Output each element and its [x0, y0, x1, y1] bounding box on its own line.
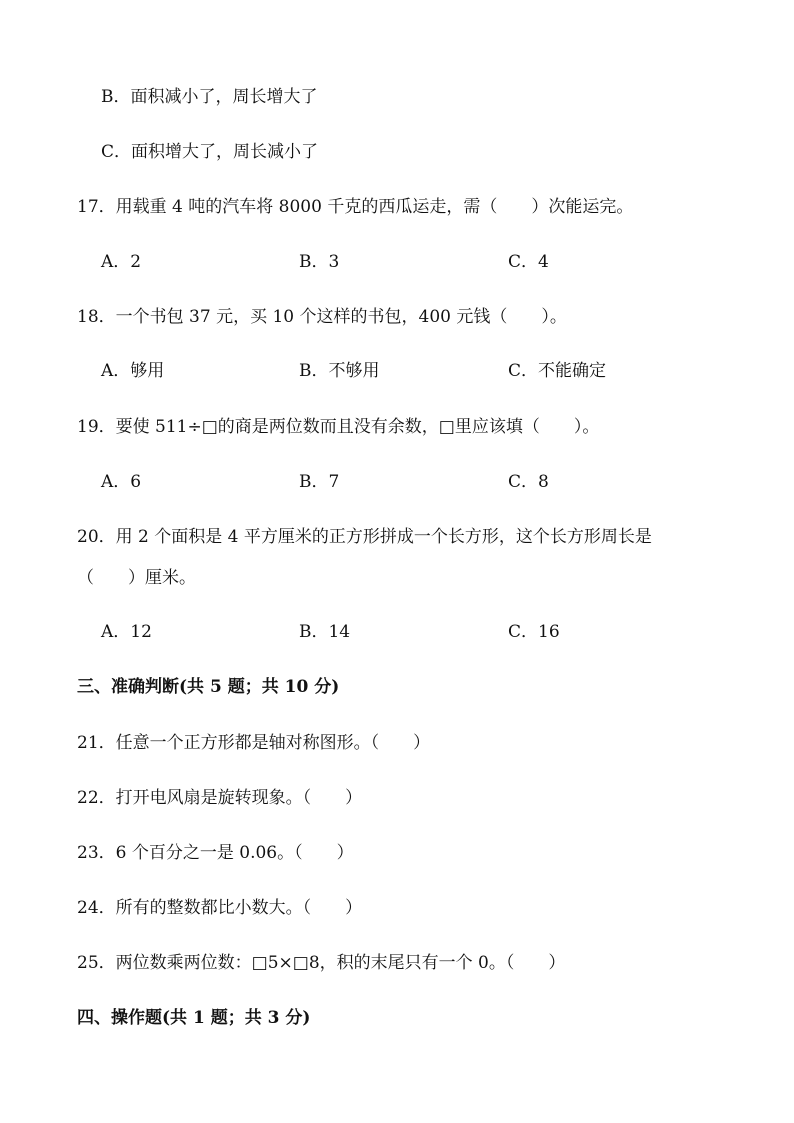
q16-option-c: C．面积增大了，周长减小了	[101, 142, 319, 162]
question-17: 17．用载重 4 吨的汽车将 8000 千克的西瓜运走，需（ ）次能运完。	[77, 197, 634, 217]
q18-option-b: B．不够用	[299, 361, 380, 381]
q18-option-a: A．够用	[101, 361, 165, 381]
question-22: 22．打开电风扇是旋转现象。（ ）	[77, 788, 363, 808]
q20-option-b: B．14	[299, 622, 351, 642]
question-20-line1: 20．用 2 个面积是 4 平方厘米的正方形拼成一个长方形，这个长方形周长是	[77, 527, 652, 547]
section-4-heading: 四、操作题(共 1 题；共 3 分)	[77, 1008, 311, 1028]
q16-option-b: B．面积减小了，周长增大了	[101, 87, 318, 107]
question-18: 18．一个书包 37 元，买 10 个这样的书包，400 元钱（ ）。	[77, 307, 567, 327]
q19-option-a: A．6	[101, 472, 142, 492]
section-3-heading: 三、准确判断(共 5 题；共 10 分)	[77, 677, 340, 697]
q20-option-c: C．16	[508, 622, 560, 642]
question-20-line2: （ ）厘米。	[77, 568, 196, 588]
question-21: 21．任意一个正方形都是轴对称图形。（ ）	[77, 733, 431, 753]
question-24: 24．所有的整数都比小数大。（ ）	[77, 898, 363, 918]
q19-option-b: B．7	[299, 472, 340, 492]
question-19: 19．要使 511÷□的商是两位数而且没有余数，□里应该填（ ）。	[77, 417, 600, 437]
question-25: 25．两位数乘两位数：□5×□8，积的末尾只有一个 0。（ ）	[77, 953, 566, 973]
q17-option-a: A．2	[101, 252, 142, 272]
q18-option-c: C．不能确定	[508, 361, 607, 381]
q19-option-c: C．8	[508, 472, 549, 492]
q20-option-a: A．12	[101, 622, 152, 642]
question-23: 23．6 个百分之一是 0.06。（ ）	[77, 843, 354, 863]
q17-option-b: B．3	[299, 252, 340, 272]
q17-option-c: C．4	[508, 252, 549, 272]
